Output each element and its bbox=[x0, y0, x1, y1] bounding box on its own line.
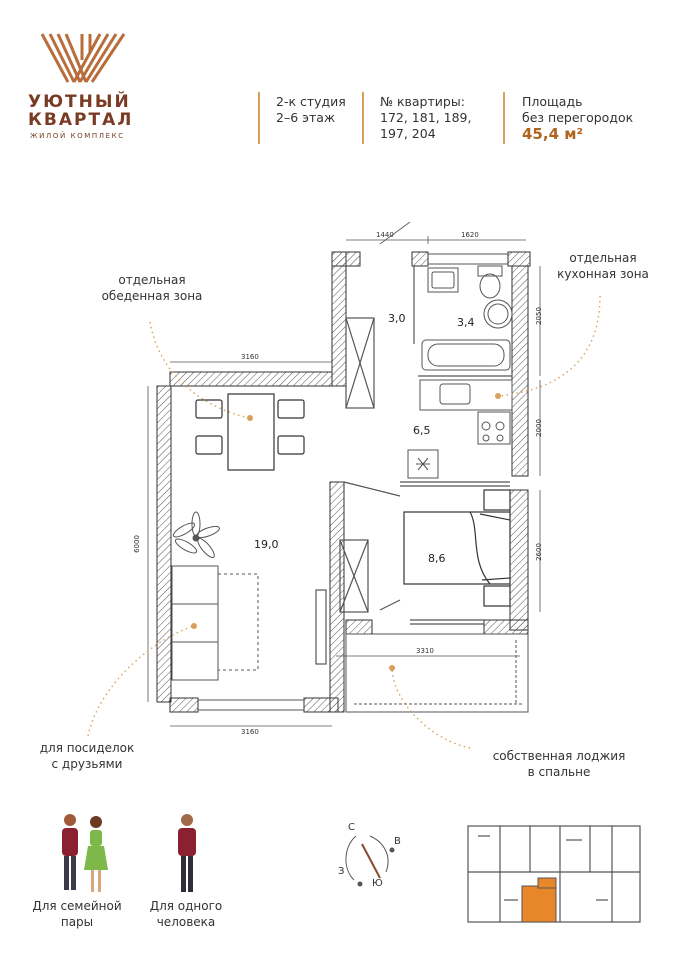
wall bbox=[170, 698, 198, 712]
couple-icon bbox=[52, 812, 116, 900]
loggia bbox=[346, 634, 528, 712]
callout-loggia-line1: собственная лоджия bbox=[492, 749, 626, 763]
dimension-right-3: 2600 bbox=[534, 543, 543, 561]
single-person-icon bbox=[170, 812, 204, 900]
area-value: 45,4 м² bbox=[522, 125, 584, 143]
brand-name-line1: УЮТНЫЙ bbox=[28, 92, 131, 112]
dimension-loggia: 3310 bbox=[416, 647, 434, 655]
bed bbox=[404, 512, 510, 584]
wall bbox=[346, 620, 372, 634]
wall bbox=[332, 252, 360, 266]
legend-single bbox=[136, 898, 236, 930]
wall bbox=[330, 482, 344, 712]
room-area-hall: 3,0 bbox=[388, 312, 406, 325]
legend-single-line2: человека bbox=[156, 915, 216, 929]
apartment-numbers-line1: 172, 181, 189, bbox=[380, 110, 472, 125]
callout-kitchen-line2: кухонная зона bbox=[557, 267, 649, 281]
chair bbox=[278, 400, 304, 418]
legend-family-line1: Для семейной bbox=[32, 899, 122, 913]
callout-friends bbox=[22, 740, 152, 772]
compass-north: С bbox=[348, 822, 355, 833]
sofa bbox=[172, 566, 218, 680]
callout-dining bbox=[82, 272, 222, 304]
compass-east: В bbox=[394, 836, 401, 847]
wall bbox=[512, 266, 528, 476]
wall bbox=[170, 372, 332, 386]
leader-loggia bbox=[392, 668, 470, 748]
room-area-kitchen: 6,5 bbox=[413, 424, 431, 437]
dimension-top-right: 1620 bbox=[461, 231, 479, 239]
partition bbox=[316, 590, 326, 664]
nightstand bbox=[484, 586, 510, 606]
chair bbox=[196, 436, 222, 454]
apartment-highlight bbox=[522, 886, 556, 922]
apartment-type: 2-к студия bbox=[276, 94, 346, 109]
compass-west: З bbox=[338, 866, 345, 877]
legend-single-line1: Для одного bbox=[149, 899, 223, 913]
callout-dining-line1: отдельная bbox=[118, 273, 186, 287]
chair bbox=[278, 436, 304, 454]
wall bbox=[510, 490, 528, 630]
area-label-line1: Площадь bbox=[522, 94, 583, 109]
callout-dining-line2: обеденная зона bbox=[101, 289, 203, 303]
apartment-numbers-line2: 197, 204 bbox=[380, 126, 436, 141]
legend-family-line2: пары bbox=[60, 915, 94, 929]
dimension-top-left: 1440 bbox=[376, 231, 394, 239]
wall bbox=[508, 252, 530, 266]
callout-friends-line2: с друзьями bbox=[51, 757, 123, 771]
apartment-numbers-label: № квартиры: bbox=[380, 94, 465, 109]
callout-kitchen bbox=[548, 250, 658, 282]
room-area-bath: 3,4 bbox=[457, 316, 475, 329]
apartment-floors: 2–6 этаж bbox=[276, 110, 336, 125]
room-area-living: 19,0 bbox=[254, 538, 279, 551]
wall bbox=[484, 620, 528, 634]
nightstand bbox=[484, 490, 510, 510]
dimension-left-top: 3160 bbox=[241, 353, 259, 361]
area-label-line2: без перегородок bbox=[522, 110, 634, 125]
callout-kitchen-line1: отдельная bbox=[569, 251, 637, 265]
wall bbox=[412, 252, 428, 266]
legend-family bbox=[22, 898, 132, 930]
dining-table bbox=[228, 394, 274, 470]
wall bbox=[332, 252, 346, 386]
compass-south: Ю bbox=[372, 878, 383, 889]
compass-icon bbox=[346, 836, 394, 886]
dimension-left-bottom: 3160 bbox=[241, 728, 259, 736]
dimension-right-1: 2050 bbox=[534, 307, 543, 325]
plant-icon bbox=[172, 512, 221, 560]
dimension-right-2: 2000 bbox=[534, 419, 543, 437]
wall bbox=[157, 386, 171, 702]
callout-loggia-line2: в спальне bbox=[527, 765, 591, 779]
brand-subtitle: ЖИЛОЙ КОМПЛЕКС bbox=[30, 132, 125, 140]
room-area-bedroom: 8,6 bbox=[428, 552, 446, 565]
chair bbox=[196, 400, 222, 418]
callout-loggia bbox=[474, 748, 644, 780]
callout-friends-line1: для посиделок bbox=[39, 741, 135, 755]
brand-name-line2: КВАРТАЛ bbox=[28, 110, 134, 130]
dimension-left-height: 6000 bbox=[132, 535, 141, 553]
